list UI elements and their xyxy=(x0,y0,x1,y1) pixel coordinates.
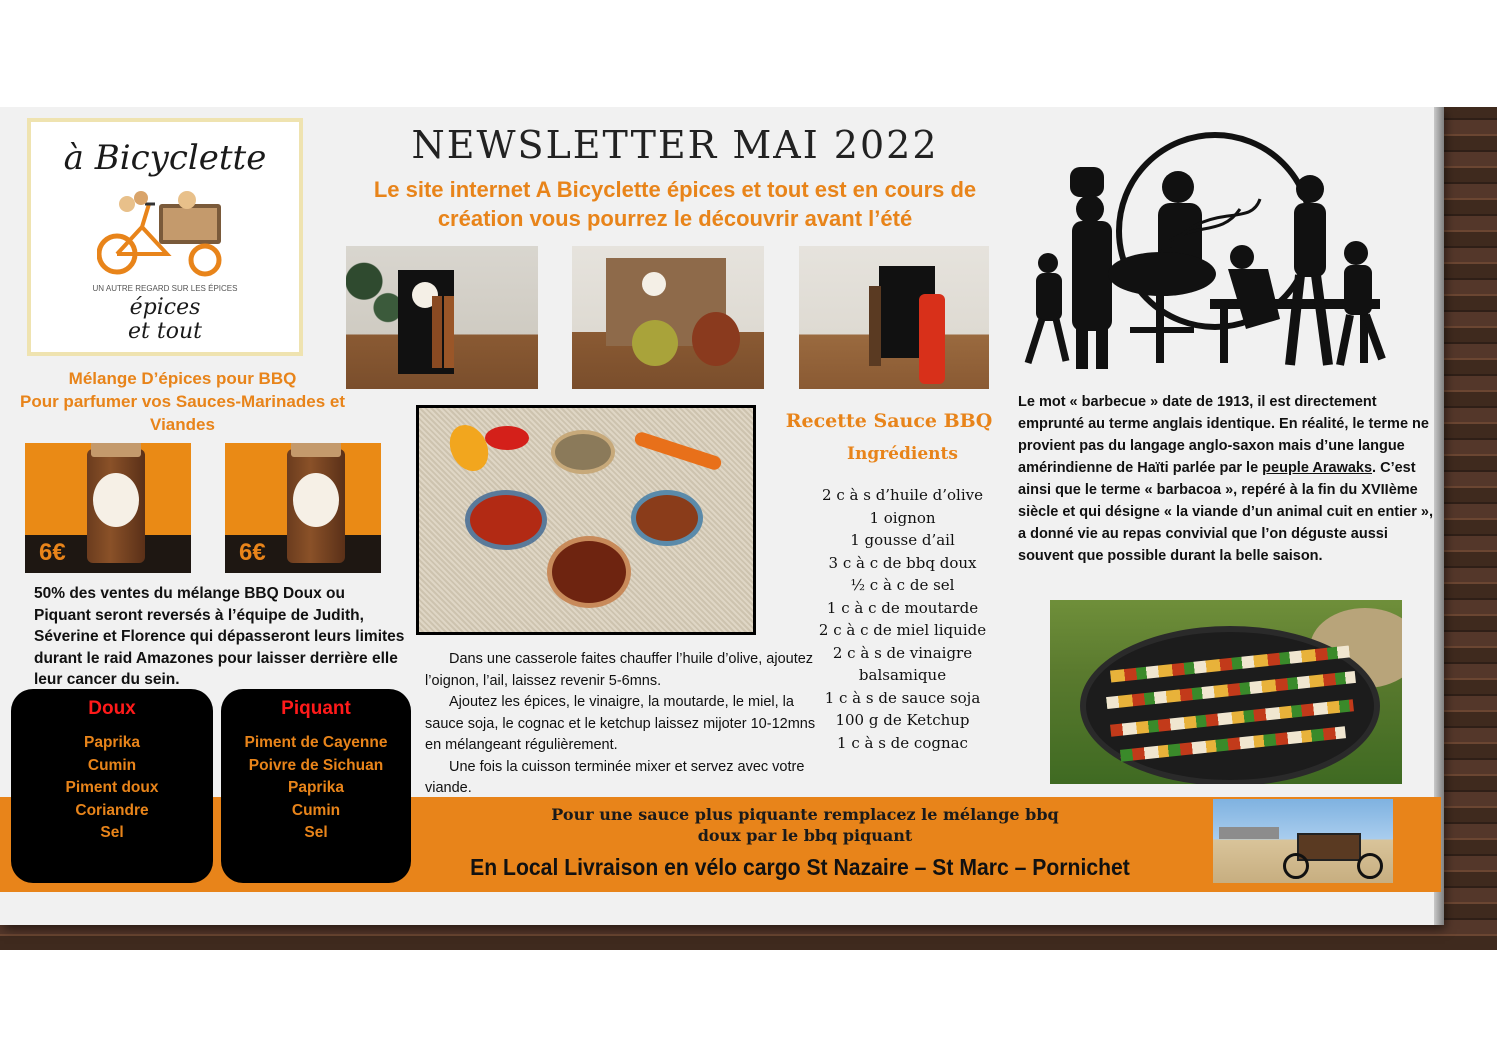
recipe-method xyxy=(425,649,830,800)
bike-wheel xyxy=(1357,853,1383,879)
history-text-part2: . C’est ainsi que le terme « barbacoa », repéré à la fin du XVIIème siècle et qui désigne « la viande d’un animal cuit en entier », a donné vie au repas convivial que l’on déguste aussi souvent que possible durant la belle saison. xyxy=(1018,460,1433,564)
ingredients-list xyxy=(795,484,1010,754)
red-spice-jar xyxy=(692,312,740,366)
ingredient-item: 1 gousse d’ail xyxy=(850,531,955,549)
mix-item: Sel xyxy=(304,824,328,841)
donation-text: 50% des ventes du mélange BBQ Doux ou Piquant seront reversés à l’équipe de Judith, Séverine et Florence qui dépasseront leurs limites durant le raid Amazones pour laisser derrière elle leur cancer du sein. xyxy=(34,585,405,688)
green-spice-jar xyxy=(632,320,678,366)
jar-label xyxy=(93,473,139,527)
ingredient-item: 2 c à c de miel liquide xyxy=(818,621,987,639)
cargo-bike-beach-photo xyxy=(1213,799,1393,883)
jar-label xyxy=(293,473,339,527)
ingredients-title: Ingrédients xyxy=(847,444,958,464)
mix-title-doux: Doux xyxy=(88,698,136,719)
mix-item: Poivre de Sichuan xyxy=(248,756,384,774)
ingredient-item: 1 c à c de moutarde xyxy=(826,598,979,617)
cargo-box xyxy=(1297,833,1361,861)
barbecue-family-illustration xyxy=(1010,129,1410,379)
red-pepper xyxy=(485,426,529,450)
mix-item: Coriandre xyxy=(75,801,149,819)
logo-text-epices: épices xyxy=(129,295,201,320)
history-link-arawaks[interactable]: peuple Arawaks xyxy=(1262,460,1373,476)
product-photo-pepper-mill xyxy=(799,246,989,389)
product-price: 6€ xyxy=(239,539,266,566)
method-step-1: Dans une casserole faites chauffer l’huile d’olive, ajoutez l’oignon, l’ail, laissez revenir 5-6mns. xyxy=(425,651,814,689)
product-card-bbq-doux xyxy=(25,443,191,573)
spicy-sauce-tip-line1: Pour une sauce plus piquante remplacez le mélange bbq xyxy=(551,805,1059,824)
bbq-mix-title-line3: Viandes xyxy=(150,415,215,434)
product-price: 6€ xyxy=(39,539,66,566)
method-step-2: Ajoutez les épices, le vinaigre, la moutarde, le miel, la sauce soja, le cognac et le ketchup laissez mijoter 10-12mns en mélangeant régulièrement. xyxy=(425,694,816,753)
mix-box-doux xyxy=(11,689,213,883)
grill-skewers-photo xyxy=(1050,600,1402,784)
history-text-part1: Le mot « barbecue » date de 1913, il est directement emprunté au terme anglais identique. En réalité, le terme ne provient pas du langage anglo-saxon mais d’une langue amérindienne de Haïti parlée par le xyxy=(1018,394,1429,476)
cinnamon-stick xyxy=(444,296,454,368)
logo-text-top: à Bicyclette xyxy=(63,138,267,178)
jar-lid xyxy=(291,443,341,457)
bbq-mix-title-line2: Pour parfumer vos Sauces-Marinades et xyxy=(19,392,345,411)
cinnamon-stick xyxy=(432,296,442,368)
product-photo-cinnamon xyxy=(346,246,538,389)
ingredient-item: 3 c à c de bbq doux xyxy=(828,553,977,572)
mix-item: Piment doux xyxy=(65,779,159,796)
mix-item: Sel xyxy=(100,824,124,841)
plant-leaves xyxy=(346,246,406,334)
product-card-bbq-piquant xyxy=(225,443,381,573)
recipe-photo-spices xyxy=(416,405,756,635)
mix-item: Paprika xyxy=(83,734,140,751)
ingredient-item: balsamique xyxy=(858,666,947,684)
pepper-mill xyxy=(919,294,945,384)
recipe-title: Recette Sauce BBQ xyxy=(785,410,993,432)
logo xyxy=(27,118,303,356)
website-announcement-line2: création vous pourrez le découvrir avant l’été xyxy=(437,206,913,231)
mix-item: Cumin xyxy=(291,801,341,819)
buildings xyxy=(1219,827,1279,839)
slide xyxy=(0,107,1497,950)
bbq-sauce-bowl xyxy=(547,536,631,608)
spicy-sauce-tip-line2: doux par le bbq piquant xyxy=(697,826,913,845)
newsletter-title: NEWSLETTER MAI 2022 xyxy=(411,123,939,167)
jar-lid xyxy=(91,443,141,457)
bike-wheel xyxy=(1283,853,1309,879)
mix-item: Cumin xyxy=(87,756,137,774)
product-label xyxy=(642,272,666,296)
spice-bowl xyxy=(631,490,703,546)
product-photo-spice-jars xyxy=(572,246,764,389)
website-announcement xyxy=(320,175,1030,233)
spicy-sauce-tip xyxy=(480,804,1130,846)
ingredient-item: 2 c à s d’huile d’olive xyxy=(822,486,983,504)
website-announcement-line1: Le site internet A Bicyclette épices et tout est en cours de xyxy=(373,177,977,202)
mix-box-piquant xyxy=(221,689,411,883)
ingredient-item: ½ c à c de sel xyxy=(850,576,955,594)
ingredient-item: 1 c à s de sauce soja xyxy=(824,688,981,707)
method-step-3: Une fois la cuisson terminée mixer et servez avec votre viande. xyxy=(425,758,805,796)
mix-title-piquant: Piquant xyxy=(281,698,351,719)
paprika-bowl xyxy=(465,490,547,550)
spice-tube xyxy=(869,286,881,366)
yellow-pepper xyxy=(443,419,496,478)
local-delivery-text: En Local Livraison en vélo cargo St Nazaire – St Marc – Pornichet xyxy=(470,854,1130,880)
ingredient-item: 1 oignon xyxy=(869,508,936,527)
ingredient-item: 1 c à s de cognac xyxy=(837,733,968,752)
mix-item: Piment de Cayenne xyxy=(244,734,388,751)
logo-text-bottom xyxy=(31,296,299,344)
barbecue-history-text xyxy=(1018,391,1433,567)
logo-text-et-tout: et tout xyxy=(128,319,202,344)
mix-item: Paprika xyxy=(287,779,344,796)
bbq-mix-title-line1: Mélange D’épices pour BBQ xyxy=(68,369,297,388)
long-chili xyxy=(633,430,723,471)
cargo-bike-icon xyxy=(97,182,247,282)
pepper-bowl xyxy=(551,430,615,474)
bbq-mix-title xyxy=(0,367,365,436)
ingredient-item: 2 c à s de vinaigre xyxy=(832,643,973,662)
logo-tagline: UN AUTRE REGARD SUR LES ÉPICES xyxy=(92,284,238,293)
ingredient-item: 100 g de Ketchup xyxy=(835,711,970,729)
